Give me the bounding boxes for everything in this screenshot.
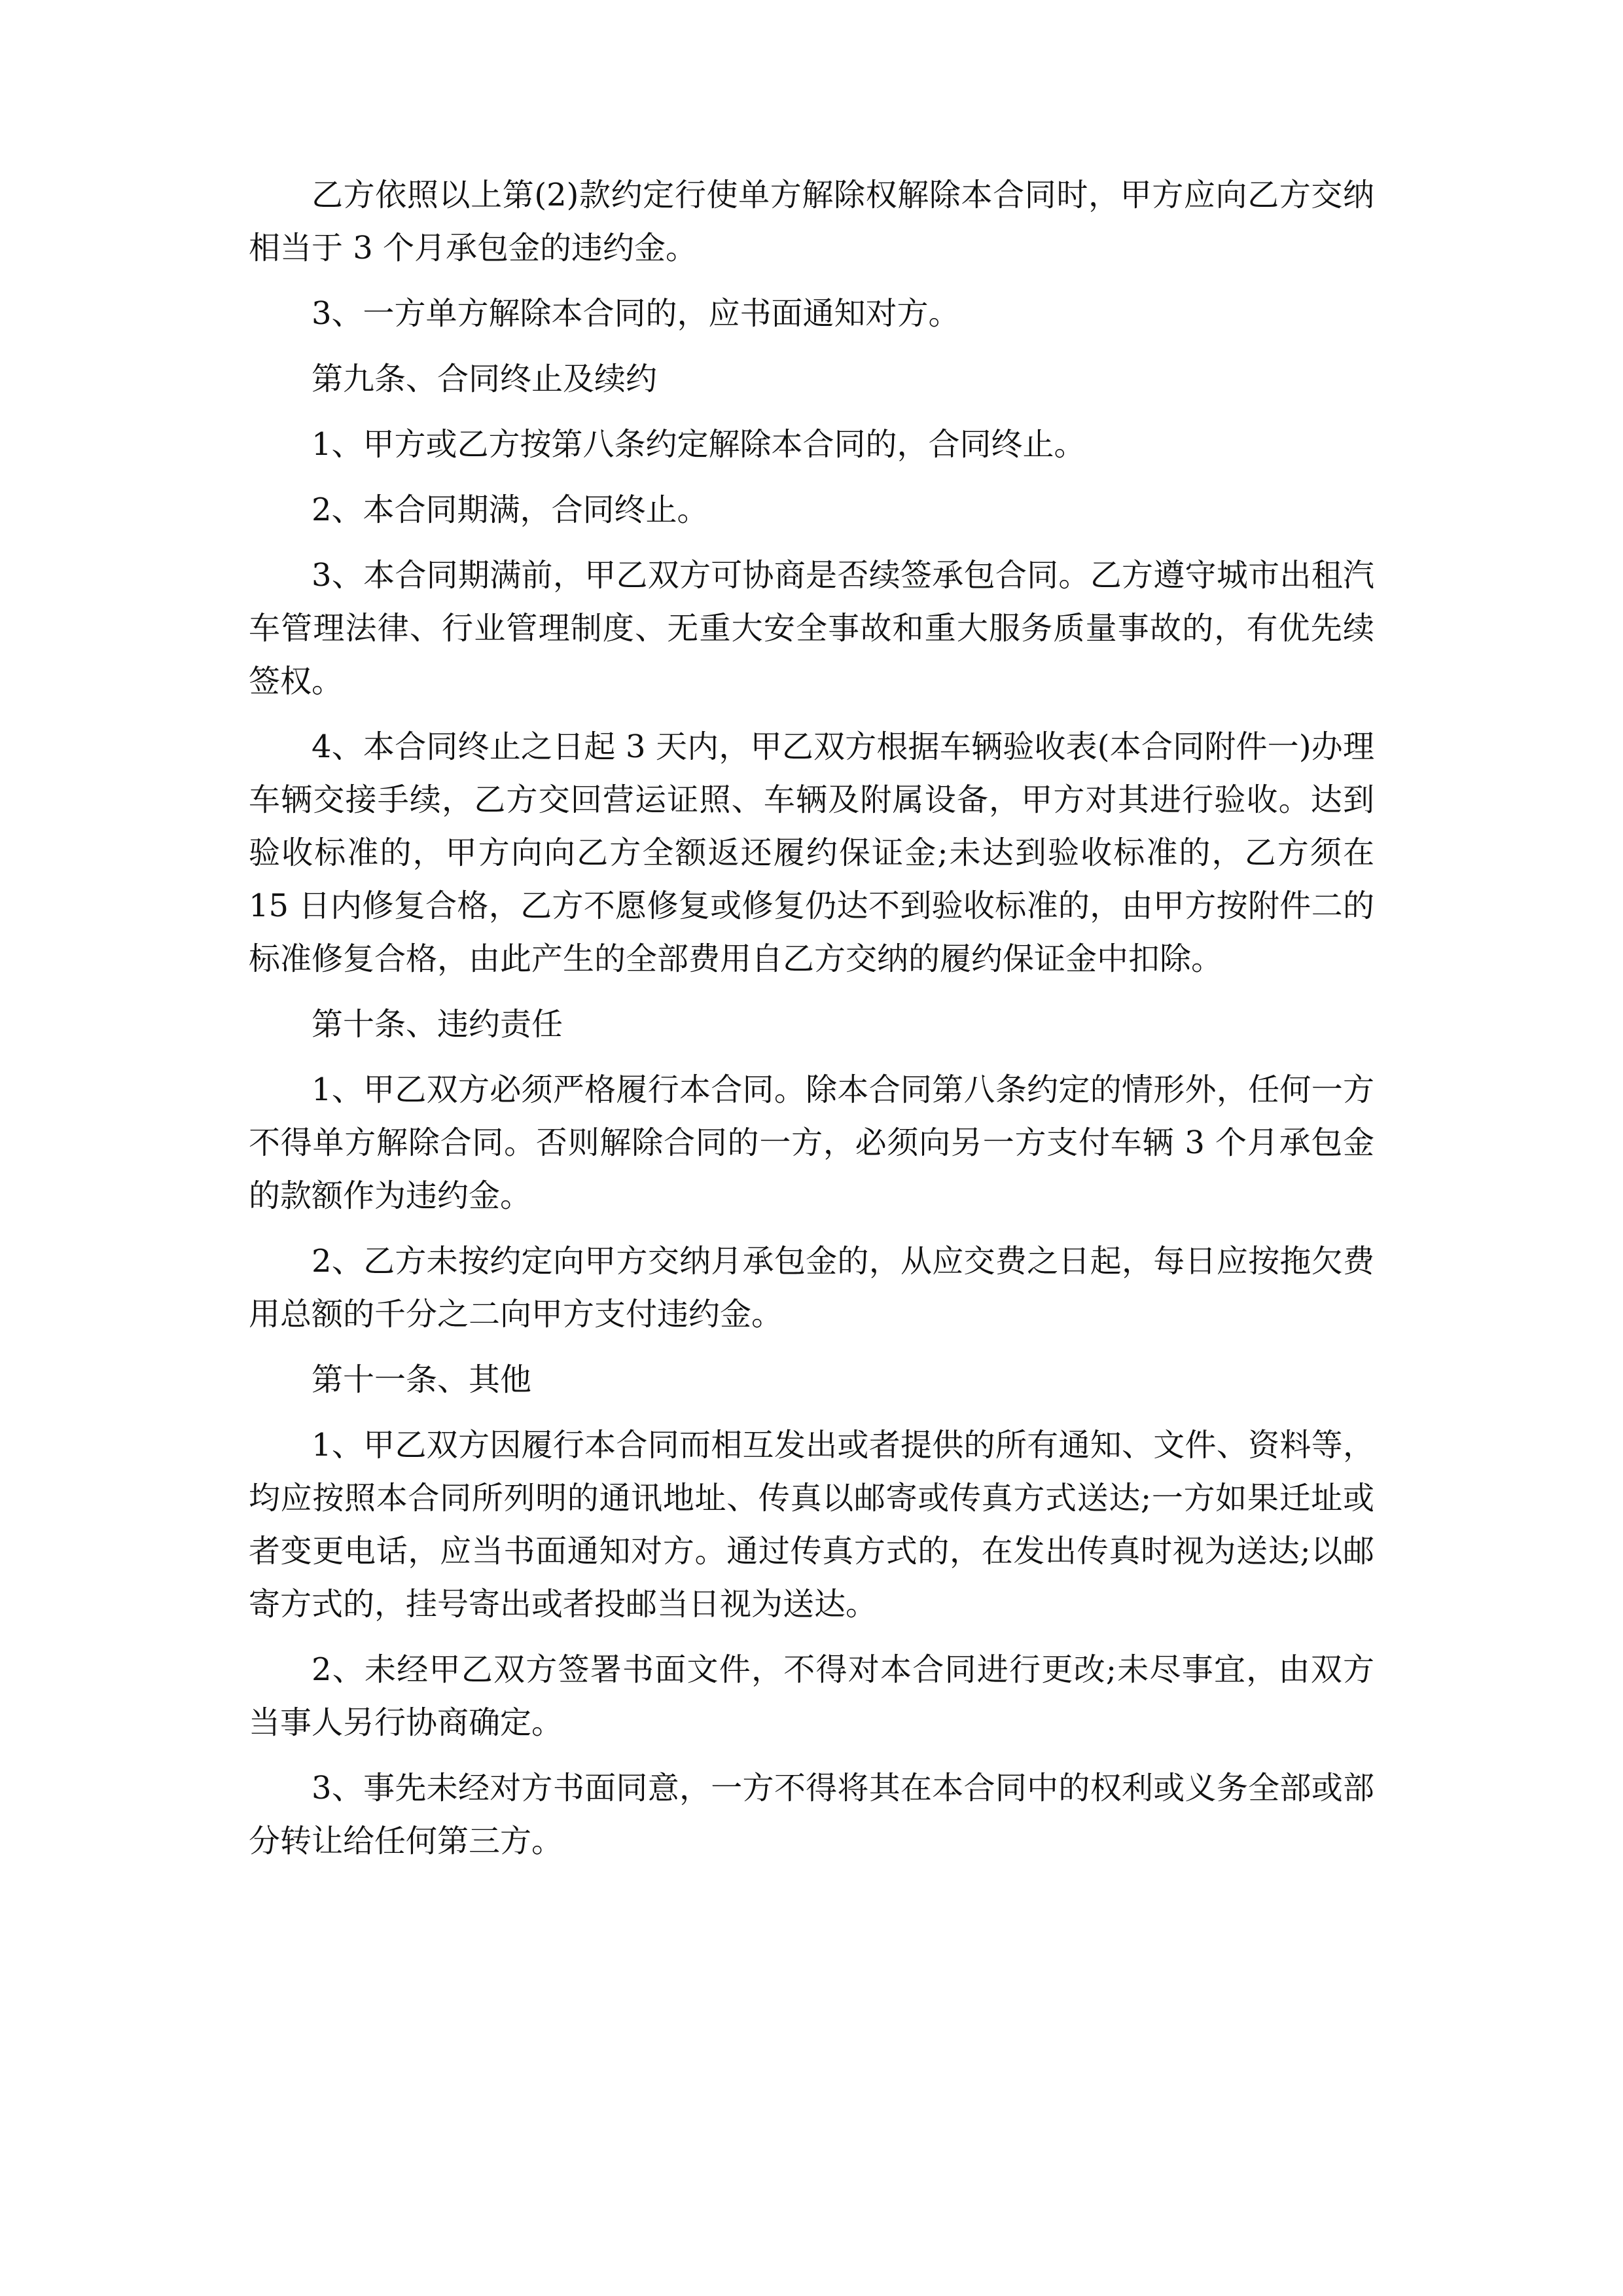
paragraph-9-4: 4、本合同终止之日起 3 天内，甲乙双方根据车辆验收表(本合同附件一)办理车辆交接手续，乙方交回营运证照、车辆及附属设备，甲方对其进行验收。达到验收标准的，甲方向向乙方全额返还履约保证金;未达到验收标准的，乙方须在 15 日内修复合格，乙方不愿修复或修复仍达不到验收标准的，由甲方按附件二的标准修复合格，由此产生的全部费用自乙方交纳的履约保证金中扣除。 xyxy=(249,728,1374,977)
paragraph-11-1: 1、甲乙双方因履行本合同而相互发出或者提供的所有通知、文件、资料等，均应按照本合同所列明的通讯地址、传真以邮寄或传真方式送达;一方如果迁址或者变更电话，应当书面通知对方。通过传真方式的，在发出传真时视为送达;以邮寄方式的，挂号寄出或者投邮当日视为送达。 xyxy=(249,1427,1374,1623)
article-9-heading: 第九条、合同终止及续约 xyxy=(312,361,658,397)
article-11-heading: 第十一条、其他 xyxy=(312,1361,532,1398)
paragraph-9-3: 3、本合同期满前，甲乙双方可协商是否续签承包合同。乙方遵守城市出租汽车管理法律、行业管理制度、无重大安全事故和重大服务质量事故的，有优先续签权。 xyxy=(249,557,1374,700)
paragraph-11-2: 2、未经甲乙双方签署书面文件，不得对本合同进行更改;未尽事宜，由双方当事人另行协商确定。 xyxy=(249,1651,1374,1741)
paragraph-termination-penalty: 乙方依照以上第(2)款约定行使单方解除权解除本合同时，甲方应向乙方交纳相当于 3 个月承包金的违约金。 xyxy=(249,177,1374,266)
paragraph-written-notice: 3、一方单方解除本合同的，应书面通知对方。 xyxy=(312,295,960,332)
paragraph-10-2: 2、乙方未按约定向甲方交纳月承包金的，从应交费之日起，每日应按拖欠费用总额的千分之二向甲方支付违约金。 xyxy=(249,1243,1374,1333)
paragraph-11-3: 3、事先未经对方书面同意，一方不得将其在本合同中的权利或义务全部或部分转让给任何第三方。 xyxy=(249,1770,1374,1859)
article-10-heading: 第十条、违约责任 xyxy=(312,1006,563,1043)
paragraph-9-2: 2、本合同期满，合同终止。 xyxy=(312,492,709,528)
document-body xyxy=(249,169,1374,1880)
paragraph-10-1: 1、甲乙双方必须严格履行本合同。除本合同第八条约定的情形外，任何一方不得单方解除合同。否则解除合同的一方，必须向另一方支付车辆 3 个月承包金的款额作为违约金。 xyxy=(249,1071,1374,1214)
paragraph-9-1: 1、甲方或乙方按第八条约定解除本合同的，合同终止。 xyxy=(312,426,1086,463)
